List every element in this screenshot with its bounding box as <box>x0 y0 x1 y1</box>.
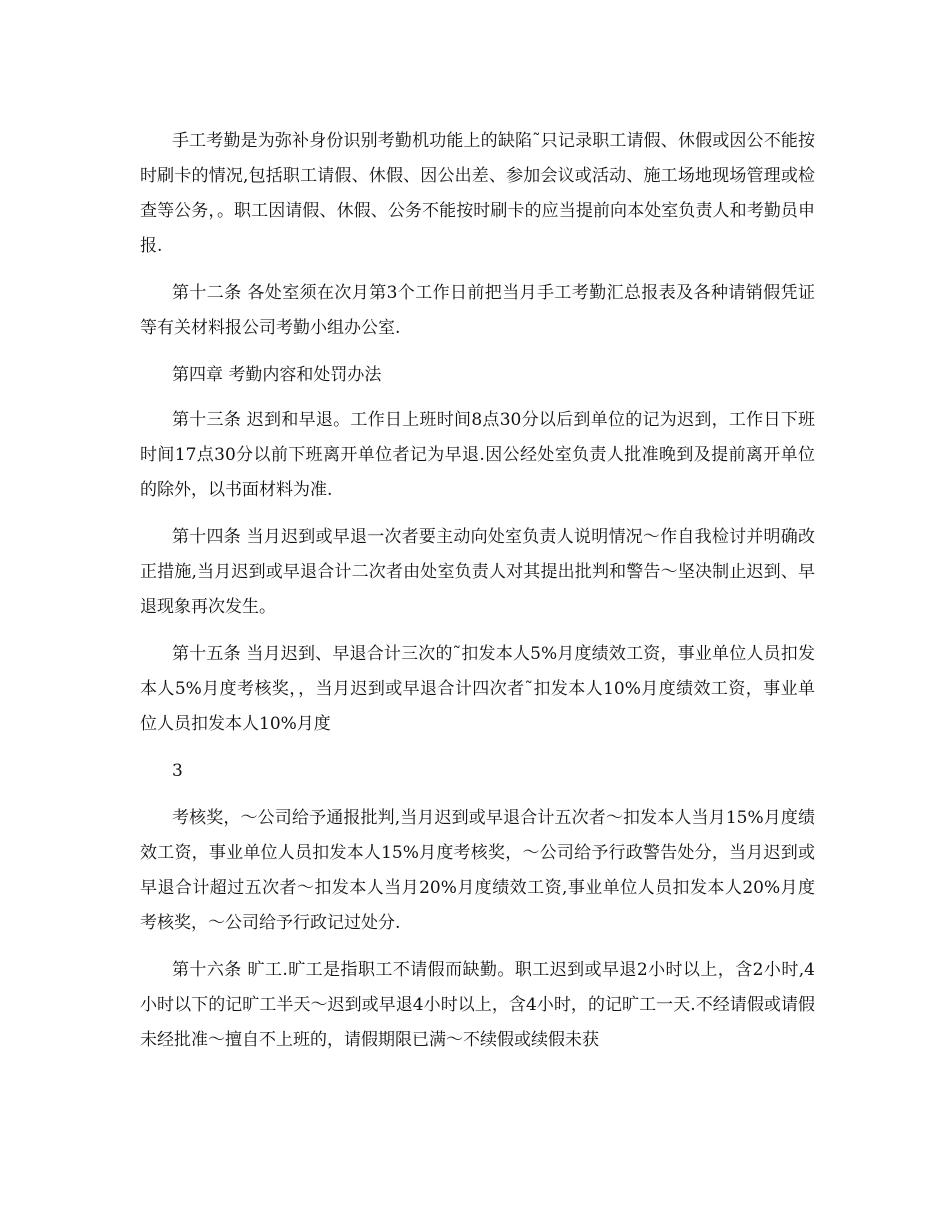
page-number: 3 <box>172 761 183 781</box>
paragraph-article-16: 第十六条 旷工.旷工是指职工不请假而缺勤。职工迟到或早退2小时以上，含2小时,4小时以下的记旷工半天～迟到或早退4小时以上，含4小时，的记旷工一天.不经请假或请假未经批准～擅自不上班的，请假期限已满～不续假或续假未获 <box>140 960 815 1050</box>
paragraph-article-12: 第十二条 各处室须在次月第3个工作日前把当月手工考勤汇总报表及各种请销假凭证等有关材料报公司考勤小组办公室. <box>140 283 815 338</box>
paragraph-article-14: 第十四条 当月迟到或早退一次者要主动向处室负责人说明情况～作自我检讨并明确改正措施,当月迟到或早退合计二次者由处室负责人对其提出批判和警告～坚决制止迟到、早退现象再次发生。 <box>140 527 815 617</box>
paragraph-article-15: 第十五条 当月迟到、早退合计三次的˜扣发本人5%月度绩效工资，事业单位人员扣发本人5%月度考核奖，，当月迟到或早退合计四次者˜扣发本人10%月度绩效工资，事业单位人员扣发本人10%月度 <box>140 644 815 734</box>
document-body <box>140 124 815 1070</box>
paragraph-manual-attendance: 手工考勤是为弥补身份识别考勤机功能上的缺陷˜只记录职工请假、休假或因公不能按时刷卡的情况,包括职工请假、休假、因公出差、参加会议或活动、施工场地现场管理或检查等公务，。职工因请假、休假、公务不能按时刷卡的应当提前向本处室负责人和考勤员申报. <box>140 131 815 256</box>
chapter-4-heading: 第四章 考勤内容和处罚办法 <box>172 365 382 385</box>
paragraph-article-15-continued: 考核奖，～公司给予通报批判,当月迟到或早退合计五次者～扣发本人当月15%月度绩效工资，事业单位人员扣发本人15%月度考核奖，～公司给予行政警告处分，当月迟到或早退合计超过五次者～扣发本人当月20%月度绩效工资,事业单位人员扣发本人20%月度考核奖，～公司给予行政记过处分. <box>140 808 815 933</box>
paragraph-article-13: 第十三条 迟到和早退。工作日上班时间8点30分以后到单位的记为迟到，工作日下班时间17点30分以前下班离开单位者记为早退.因公经处室负责人批准晚到及提前离开单位的除外，以书面材料为准. <box>140 410 815 500</box>
